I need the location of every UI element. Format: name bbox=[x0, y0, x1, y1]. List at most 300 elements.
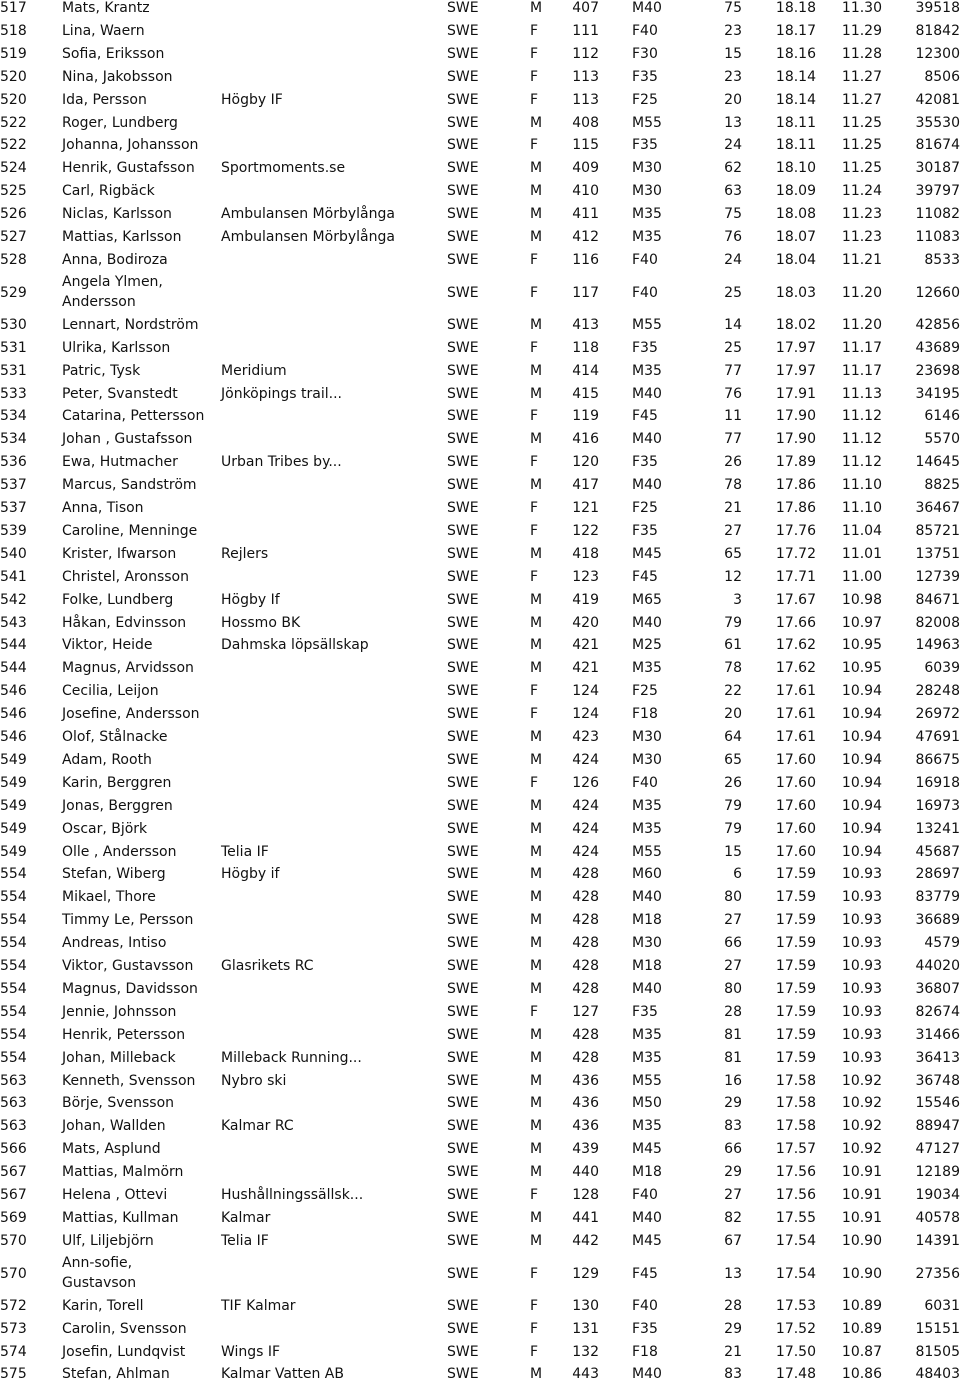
nationality-cell: SWE bbox=[447, 1164, 479, 1181]
class-place-cell: 15 bbox=[724, 843, 742, 860]
rank-cell: 549 bbox=[0, 774, 27, 791]
class-place-cell: 27 bbox=[724, 522, 742, 539]
sex-place-cell: 424 bbox=[572, 820, 599, 837]
class-place-cell: 26 bbox=[724, 454, 742, 471]
result-row bbox=[0, 634, 960, 657]
bib-number-cell: 5570 bbox=[924, 431, 960, 448]
club-cell: Wings IF bbox=[221, 1343, 281, 1360]
class-place-cell: 79 bbox=[724, 820, 742, 837]
bib-number-cell: 6031 bbox=[924, 1297, 960, 1314]
nationality-cell: SWE bbox=[447, 408, 479, 425]
sex-cell: M bbox=[530, 958, 543, 974]
time-cell: 17.97 bbox=[775, 362, 816, 379]
pace-cell: 10.93 bbox=[841, 1026, 882, 1043]
sex-place-cell: 423 bbox=[572, 729, 599, 745]
class-cell: F40 bbox=[632, 22, 658, 39]
club-cell: Telia IF bbox=[221, 1232, 269, 1249]
sex-cell: M bbox=[530, 545, 543, 562]
class-place-cell: 14 bbox=[724, 316, 742, 333]
class-place-cell: 3 bbox=[733, 591, 742, 608]
class-place-cell: 79 bbox=[724, 797, 742, 814]
sex-place-cell: 126 bbox=[572, 774, 599, 791]
rank-cell: 549 bbox=[0, 797, 27, 814]
bib-number-cell: 15151 bbox=[915, 1320, 960, 1337]
sex-cell: F bbox=[530, 774, 539, 791]
class-place-cell: 20 bbox=[724, 91, 742, 108]
club-cell: Kalmar RC bbox=[221, 1118, 294, 1135]
rank-cell: 546 bbox=[0, 729, 27, 745]
name-cell: Timmy Le, Persson bbox=[62, 912, 194, 929]
time-cell: 18.09 bbox=[775, 183, 816, 200]
club-cell: Ambulansen Mörbylånga bbox=[221, 206, 395, 223]
nationality-cell: SWE bbox=[447, 284, 479, 301]
sex-place-cell: 428 bbox=[572, 1026, 599, 1043]
sex-cell: M bbox=[530, 1232, 543, 1249]
rank-cell: 520 bbox=[0, 91, 27, 108]
name-cell: Karin, Torell bbox=[62, 1297, 144, 1314]
time-cell: 17.97 bbox=[775, 339, 816, 356]
class-cell: M50 bbox=[632, 1095, 662, 1112]
bib-number-cell: 82008 bbox=[915, 614, 960, 631]
nationality-cell: SWE bbox=[447, 774, 479, 791]
name-cell-line-2: Andersson bbox=[62, 293, 136, 310]
pace-cell: 10.94 bbox=[841, 683, 882, 700]
class-cell: F18 bbox=[632, 706, 658, 723]
rank-cell: 531 bbox=[0, 362, 27, 379]
sex-cell: M bbox=[530, 206, 543, 223]
sex-place-cell: 441 bbox=[572, 1209, 599, 1226]
pace-cell: 10.94 bbox=[841, 820, 882, 837]
pace-cell: 10.97 bbox=[841, 614, 882, 631]
name-cell: Mats, Krantz bbox=[62, 0, 150, 16]
bib-number-cell: 45687 bbox=[915, 843, 960, 860]
time-cell: 17.71 bbox=[775, 568, 816, 585]
result-row bbox=[0, 1047, 960, 1070]
bib-number-cell: 28697 bbox=[915, 866, 960, 883]
nationality-cell: SWE bbox=[447, 1095, 479, 1112]
sex-place-cell: 123 bbox=[572, 568, 599, 585]
rank-cell: 549 bbox=[0, 820, 27, 837]
rank-cell: 536 bbox=[0, 454, 27, 471]
time-cell: 17.54 bbox=[775, 1265, 816, 1282]
sex-place-cell: 420 bbox=[572, 614, 599, 631]
name-cell: Ulf, Liljebjörn bbox=[62, 1232, 154, 1249]
sex-cell: F bbox=[530, 284, 539, 301]
result-row bbox=[0, 1230, 960, 1253]
bib-number-cell: 86675 bbox=[915, 751, 960, 768]
name-cell: Johan, Milleback bbox=[62, 1049, 176, 1066]
result-row bbox=[0, 1207, 960, 1230]
bib-number-cell: 83779 bbox=[915, 889, 960, 906]
club-cell: Nybro ski bbox=[221, 1072, 287, 1089]
rank-cell: 549 bbox=[0, 843, 27, 860]
sex-place-cell: 124 bbox=[572, 683, 599, 700]
time-cell: 17.61 bbox=[775, 706, 816, 723]
result-row bbox=[0, 337, 960, 360]
name-cell: Andreas, Intiso bbox=[62, 935, 167, 952]
result-row bbox=[0, 451, 960, 474]
class-place-cell: 78 bbox=[724, 660, 742, 677]
nationality-cell: SWE bbox=[447, 45, 479, 62]
class-place-cell: 27 bbox=[724, 912, 742, 929]
pace-cell: 10.94 bbox=[841, 843, 882, 860]
class-cell: M35 bbox=[632, 820, 662, 837]
nationality-cell: SWE bbox=[447, 251, 479, 268]
sex-place-cell: 407 bbox=[572, 0, 599, 16]
sex-cell: M bbox=[530, 1072, 543, 1089]
sex-place-cell: 442 bbox=[572, 1232, 599, 1249]
bib-number-cell: 85721 bbox=[915, 522, 960, 539]
time-cell: 17.48 bbox=[775, 1366, 816, 1383]
rank-cell: 522 bbox=[0, 114, 27, 131]
bib-number-cell: 27356 bbox=[915, 1265, 960, 1282]
pace-cell: 10.92 bbox=[841, 1118, 882, 1135]
pace-cell: 11.21 bbox=[841, 251, 882, 268]
rank-cell: 563 bbox=[0, 1072, 27, 1089]
nationality-cell: SWE bbox=[447, 866, 479, 883]
rank-cell: 542 bbox=[0, 591, 27, 608]
result-row bbox=[0, 612, 960, 635]
rank-cell: 527 bbox=[0, 229, 27, 245]
name-cell: Kenneth, Svensson bbox=[62, 1072, 196, 1089]
time-cell: 18.14 bbox=[775, 91, 816, 108]
bib-number-cell: 36748 bbox=[915, 1072, 960, 1089]
result-row bbox=[0, 360, 960, 383]
name-cell: Cecilia, Leijon bbox=[62, 683, 159, 700]
bib-number-cell: 40578 bbox=[915, 1209, 960, 1226]
bib-number-cell: 8825 bbox=[924, 477, 960, 494]
result-row bbox=[0, 497, 960, 520]
sex-place-cell: 421 bbox=[572, 637, 599, 654]
class-cell: M35 bbox=[632, 362, 662, 379]
class-place-cell: 81 bbox=[724, 1026, 742, 1043]
rank-cell: 520 bbox=[0, 68, 27, 85]
name-cell: Anna, Bodiroza bbox=[62, 251, 168, 268]
pace-cell: 11.12 bbox=[841, 408, 882, 425]
sex-cell: F bbox=[530, 568, 539, 585]
sex-place-cell: 436 bbox=[572, 1072, 599, 1089]
nationality-cell: SWE bbox=[447, 1265, 479, 1282]
rank-cell: 525 bbox=[0, 183, 27, 200]
rank-cell: 563 bbox=[0, 1095, 27, 1112]
pace-cell: 11.17 bbox=[841, 362, 882, 379]
pace-cell: 10.94 bbox=[841, 797, 882, 814]
rank-cell: 522 bbox=[0, 137, 27, 154]
pace-cell: 10.92 bbox=[841, 1095, 882, 1112]
bib-number-cell: 26972 bbox=[915, 706, 960, 723]
pace-cell: 11.17 bbox=[841, 339, 882, 356]
nationality-cell: SWE bbox=[447, 545, 479, 562]
club-cell: Högby if bbox=[221, 866, 280, 883]
bib-number-cell: 11082 bbox=[915, 206, 960, 223]
rank-cell: 537 bbox=[0, 500, 27, 516]
nationality-cell: SWE bbox=[447, 729, 479, 745]
rank-cell: 524 bbox=[0, 160, 27, 177]
name-cell: Viktor, Heide bbox=[62, 637, 153, 654]
class-place-cell: 80 bbox=[724, 980, 742, 997]
sex-cell: M bbox=[530, 935, 543, 952]
rank-cell: 529 bbox=[0, 284, 27, 301]
pace-cell: 11.20 bbox=[841, 284, 882, 301]
sex-place-cell: 428 bbox=[572, 1049, 599, 1066]
class-cell: F35 bbox=[632, 68, 658, 85]
result-row bbox=[0, 66, 960, 89]
rank-cell: 530 bbox=[0, 316, 27, 333]
pace-cell: 10.93 bbox=[841, 1003, 882, 1020]
time-cell: 17.66 bbox=[775, 614, 816, 631]
pace-cell: 10.93 bbox=[841, 866, 882, 883]
name-cell: Ewa, Hutmacher bbox=[62, 454, 178, 471]
name-cell: Mattias, Kullman bbox=[62, 1209, 179, 1226]
class-place-cell: 23 bbox=[724, 22, 742, 39]
result-row bbox=[0, 818, 960, 841]
class-place-cell: 27 bbox=[724, 958, 742, 974]
time-cell: 18.04 bbox=[775, 251, 816, 268]
sex-place-cell: 416 bbox=[572, 431, 599, 448]
result-row bbox=[0, 1001, 960, 1024]
class-cell: F40 bbox=[632, 251, 658, 268]
result-row bbox=[0, 1363, 960, 1386]
nationality-cell: SWE bbox=[447, 1232, 479, 1249]
sex-cell: F bbox=[530, 1343, 539, 1360]
nationality-cell: SWE bbox=[447, 1320, 479, 1337]
time-cell: 17.57 bbox=[775, 1141, 816, 1158]
result-row bbox=[0, 657, 960, 680]
sex-place-cell: 113 bbox=[572, 68, 599, 85]
name-cell: Peter, Svanstedt bbox=[62, 385, 178, 402]
class-place-cell: 26 bbox=[724, 774, 742, 791]
nationality-cell: SWE bbox=[447, 1343, 479, 1360]
time-cell: 18.16 bbox=[775, 45, 816, 62]
class-cell: M40 bbox=[632, 431, 662, 448]
pace-cell: 11.25 bbox=[841, 160, 882, 177]
bib-number-cell: 28248 bbox=[915, 683, 960, 700]
bib-number-cell: 47691 bbox=[915, 729, 960, 745]
sex-place-cell: 418 bbox=[572, 545, 599, 562]
class-cell: M30 bbox=[632, 183, 662, 200]
result-row bbox=[0, 772, 960, 795]
class-place-cell: 79 bbox=[724, 614, 742, 631]
nationality-cell: SWE bbox=[447, 751, 479, 768]
result-row bbox=[0, 1138, 960, 1161]
sex-cell: M bbox=[530, 912, 543, 929]
result-row bbox=[0, 841, 960, 864]
bib-number-cell: 14645 bbox=[915, 454, 960, 471]
result-row bbox=[0, 1161, 960, 1184]
sex-cell: F bbox=[530, 522, 539, 539]
class-place-cell: 11 bbox=[724, 408, 742, 425]
nationality-cell: SWE bbox=[447, 1118, 479, 1135]
class-cell: M55 bbox=[632, 1072, 662, 1089]
time-cell: 17.61 bbox=[775, 729, 816, 745]
name-cell: Carolin, Svensson bbox=[62, 1320, 187, 1337]
bib-number-cell: 44020 bbox=[915, 958, 960, 974]
class-place-cell: 28 bbox=[724, 1003, 742, 1020]
class-place-cell: 29 bbox=[724, 1095, 742, 1112]
class-cell: F35 bbox=[632, 339, 658, 356]
sex-place-cell: 439 bbox=[572, 1141, 599, 1158]
sex-cell: F bbox=[530, 1320, 539, 1337]
rank-cell: 574 bbox=[0, 1343, 27, 1360]
class-place-cell: 78 bbox=[724, 477, 742, 494]
bib-number-cell: 42856 bbox=[915, 316, 960, 333]
name-cell: Lennart, Nordström bbox=[62, 316, 199, 333]
sex-cell: F bbox=[530, 1003, 539, 1020]
nationality-cell: SWE bbox=[447, 454, 479, 471]
class-place-cell: 13 bbox=[724, 114, 742, 131]
class-cell: M60 bbox=[632, 866, 662, 883]
nationality-cell: SWE bbox=[447, 980, 479, 997]
club-cell: Telia IF bbox=[221, 843, 269, 860]
class-place-cell: 15 bbox=[724, 45, 742, 62]
club-cell: Urban Tribes by... bbox=[221, 454, 342, 471]
sex-place-cell: 131 bbox=[572, 1320, 599, 1337]
result-row bbox=[0, 1253, 960, 1295]
name-cell: Jonas, Berggren bbox=[62, 797, 173, 814]
sex-cell: M bbox=[530, 591, 543, 608]
pace-cell: 10.94 bbox=[841, 706, 882, 723]
rank-cell: 554 bbox=[0, 1003, 27, 1020]
name-cell: Henrik, Gustafsson bbox=[62, 160, 195, 177]
sex-place-cell: 111 bbox=[572, 22, 599, 39]
class-place-cell: 12 bbox=[724, 568, 742, 585]
class-cell: M55 bbox=[632, 114, 662, 131]
nationality-cell: SWE bbox=[447, 706, 479, 723]
time-cell: 18.11 bbox=[775, 137, 816, 154]
class-cell: M30 bbox=[632, 935, 662, 952]
time-cell: 17.59 bbox=[775, 958, 816, 974]
nationality-cell: SWE bbox=[447, 1072, 479, 1089]
sex-cell: M bbox=[530, 0, 543, 16]
name-cell: Johan , Gustafsson bbox=[62, 431, 193, 448]
result-row bbox=[0, 203, 960, 226]
bib-number-cell: 36413 bbox=[915, 1049, 960, 1066]
sex-cell: M bbox=[530, 1209, 543, 1226]
result-row bbox=[0, 428, 960, 451]
sex-place-cell: 417 bbox=[572, 477, 599, 494]
pace-cell: 11.01 bbox=[841, 545, 882, 562]
rank-cell: 526 bbox=[0, 206, 27, 223]
club-cell: Glasrikets RC bbox=[221, 958, 314, 974]
time-cell: 17.90 bbox=[775, 408, 816, 425]
sex-cell: M bbox=[530, 820, 543, 837]
sex-cell: M bbox=[530, 1164, 543, 1181]
sex-place-cell: 119 bbox=[572, 408, 599, 425]
bib-number-cell: 8506 bbox=[924, 68, 960, 85]
time-cell: 18.17 bbox=[775, 22, 816, 39]
club-cell: TIF Kalmar bbox=[221, 1297, 296, 1314]
class-cell: M35 bbox=[632, 797, 662, 814]
sex-place-cell: 127 bbox=[572, 1003, 599, 1020]
class-cell: M55 bbox=[632, 316, 662, 333]
sex-cell: F bbox=[530, 22, 539, 39]
bib-number-cell: 36467 bbox=[915, 500, 960, 516]
class-cell: M40 bbox=[632, 477, 662, 494]
result-row bbox=[0, 1092, 960, 1115]
sex-cell: F bbox=[530, 683, 539, 700]
sex-place-cell: 115 bbox=[572, 137, 599, 154]
nationality-cell: SWE bbox=[447, 68, 479, 85]
rank-cell: 572 bbox=[0, 1297, 27, 1314]
class-cell: M45 bbox=[632, 1141, 662, 1158]
class-place-cell: 23 bbox=[724, 68, 742, 85]
bib-number-cell: 6146 bbox=[924, 408, 960, 425]
club-cell: Hossmo BK bbox=[221, 614, 301, 631]
sex-place-cell: 428 bbox=[572, 935, 599, 952]
sex-place-cell: 412 bbox=[572, 229, 599, 245]
class-place-cell: 80 bbox=[724, 889, 742, 906]
class-cell: F25 bbox=[632, 683, 658, 700]
sex-place-cell: 424 bbox=[572, 843, 599, 860]
class-cell: M40 bbox=[632, 0, 662, 16]
name-cell: Patric, Tysk bbox=[62, 362, 141, 379]
pace-cell: 11.10 bbox=[841, 500, 882, 516]
sex-cell: F bbox=[530, 91, 539, 108]
rank-cell: 554 bbox=[0, 1026, 27, 1043]
bib-number-cell: 48403 bbox=[915, 1366, 960, 1383]
pace-cell: 10.89 bbox=[841, 1320, 882, 1337]
class-place-cell: 65 bbox=[724, 751, 742, 768]
name-cell: Catarina, Pettersson bbox=[62, 408, 205, 425]
nationality-cell: SWE bbox=[447, 22, 479, 39]
class-cell: M40 bbox=[632, 614, 662, 631]
class-cell: M40 bbox=[632, 385, 662, 402]
bib-number-cell: 6039 bbox=[924, 660, 960, 677]
name-cell: Lina, Waern bbox=[62, 22, 145, 39]
time-cell: 17.55 bbox=[775, 1209, 816, 1226]
result-row bbox=[0, 909, 960, 932]
class-cell: F25 bbox=[632, 91, 658, 108]
bib-number-cell: 16973 bbox=[915, 797, 960, 814]
sex-cell: M bbox=[530, 843, 543, 860]
pace-cell: 11.20 bbox=[841, 316, 882, 333]
sex-place-cell: 132 bbox=[572, 1343, 599, 1360]
bib-number-cell: 47127 bbox=[915, 1141, 960, 1158]
name-cell: Magnus, Arvidsson bbox=[62, 660, 194, 677]
pace-cell: 10.93 bbox=[841, 1049, 882, 1066]
name-cell: Viktor, Gustavsson bbox=[62, 958, 194, 974]
name-cell: Ulrika, Karlsson bbox=[62, 339, 171, 356]
sex-place-cell: 116 bbox=[572, 251, 599, 268]
pace-cell: 10.93 bbox=[841, 958, 882, 974]
result-row bbox=[0, 520, 960, 543]
sex-place-cell: 124 bbox=[572, 706, 599, 723]
rank-cell: 540 bbox=[0, 545, 27, 562]
bib-number-cell: 14963 bbox=[915, 637, 960, 654]
sex-place-cell: 443 bbox=[572, 1366, 599, 1383]
class-place-cell: 63 bbox=[724, 183, 742, 200]
club-cell: Meridium bbox=[221, 362, 287, 379]
sex-place-cell: 419 bbox=[572, 591, 599, 608]
rank-cell: 554 bbox=[0, 958, 27, 974]
sex-place-cell: 428 bbox=[572, 866, 599, 883]
nationality-cell: SWE bbox=[447, 843, 479, 860]
time-cell: 17.59 bbox=[775, 912, 816, 929]
name-cell: Angela Ylmen, bbox=[62, 273, 163, 290]
rank-cell: 554 bbox=[0, 889, 27, 906]
pace-cell: 11.25 bbox=[841, 114, 882, 131]
rank-cell: 569 bbox=[0, 1209, 27, 1226]
time-cell: 17.59 bbox=[775, 1003, 816, 1020]
nationality-cell: SWE bbox=[447, 1049, 479, 1066]
nationality-cell: SWE bbox=[447, 568, 479, 585]
nationality-cell: SWE bbox=[447, 0, 479, 16]
sex-cell: M bbox=[530, 751, 543, 768]
club-cell: Högby IF bbox=[221, 91, 283, 108]
name-cell: Sofia, Eriksson bbox=[62, 45, 165, 62]
bib-number-cell: 4579 bbox=[924, 935, 960, 952]
bib-number-cell: 82674 bbox=[915, 1003, 960, 1020]
